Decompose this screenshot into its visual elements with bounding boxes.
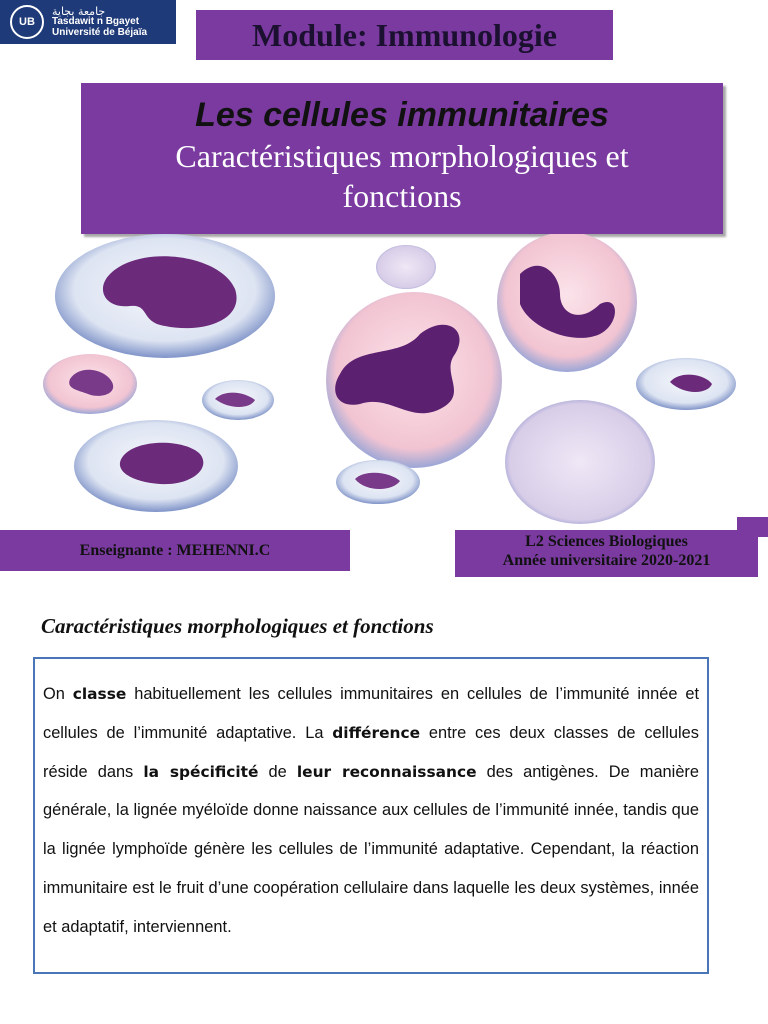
course-year: Année universitaire 2020-2021 — [502, 552, 711, 569]
cover-subtitle-line-2: fonctions — [342, 178, 462, 214]
immune-cells-illustration — [0, 234, 768, 530]
cell-lymphocyte-bottom-left — [74, 420, 238, 512]
paragraph-emphasis: différence — [332, 723, 421, 742]
cover-title: Les cellules immunitaires — [195, 96, 609, 134]
intro-paragraph — [43, 675, 699, 947]
paragraph-emphasis: leur reconnaissance — [296, 762, 477, 781]
course-bar — [455, 530, 758, 577]
cell-middle-left-small — [202, 380, 274, 420]
logo-arabic-text: جامعة بجاية — [52, 4, 106, 18]
paragraph-text: de — [258, 762, 297, 781]
cell-basophil-bottom-right — [505, 400, 655, 524]
paragraph-emphasis: classe — [72, 685, 127, 703]
teacher-bar: Enseignante : MEHENNI.C — [0, 530, 350, 571]
logo-line-1: Tasdawit n Bgayet — [52, 16, 140, 28]
paragraph-text: entre ces deux classes de cellules réside dans — [43, 723, 699, 781]
cell-granule-small-top — [376, 245, 436, 289]
logo-line-2: Université de Béjaïa — [52, 26, 148, 38]
course-level: L2 Sciences Biologiques — [525, 533, 688, 550]
cell-monocyte-top-left — [55, 234, 275, 358]
cell-neutrophil-center — [326, 292, 502, 468]
paragraph-text: habituellement les cellules immunitaires en cellules de l’immunité innée et cellules de l’immunité adaptative. La — [43, 685, 700, 742]
paragraph-text: des antigènes. De manière générale, la lignée myéloïde donne naissance aux cellules de l’immunité innée, tandis que la lignée lymphoïde génère les cellules de l’immunité adaptative. Cependant, la réaction immunitaire est le fruit d’une coopération cellulaire dans laquelle les deux systèmes, innée et adaptatif, interviennent. — [43, 762, 700, 936]
university-logo — [0, 0, 176, 44]
paragraph-emphasis: la spécificité — [143, 762, 259, 781]
cell-right-small — [636, 358, 736, 410]
cell-eosinophil-top-right — [497, 234, 637, 372]
module-title: Module: Immunologie — [196, 10, 613, 60]
university-emblem: UB — [10, 5, 44, 39]
text-box — [33, 657, 709, 974]
cover-title-box — [81, 83, 723, 234]
cover-subtitle-line-1: Caractéristiques morphologiques et — [175, 138, 629, 174]
section-heading: Caractéristiques morphologiques et fonctions — [41, 614, 434, 638]
paragraph-text: On — [43, 685, 73, 703]
cell-left-small — [43, 354, 137, 414]
cell-small-bottom-middle — [336, 460, 420, 504]
